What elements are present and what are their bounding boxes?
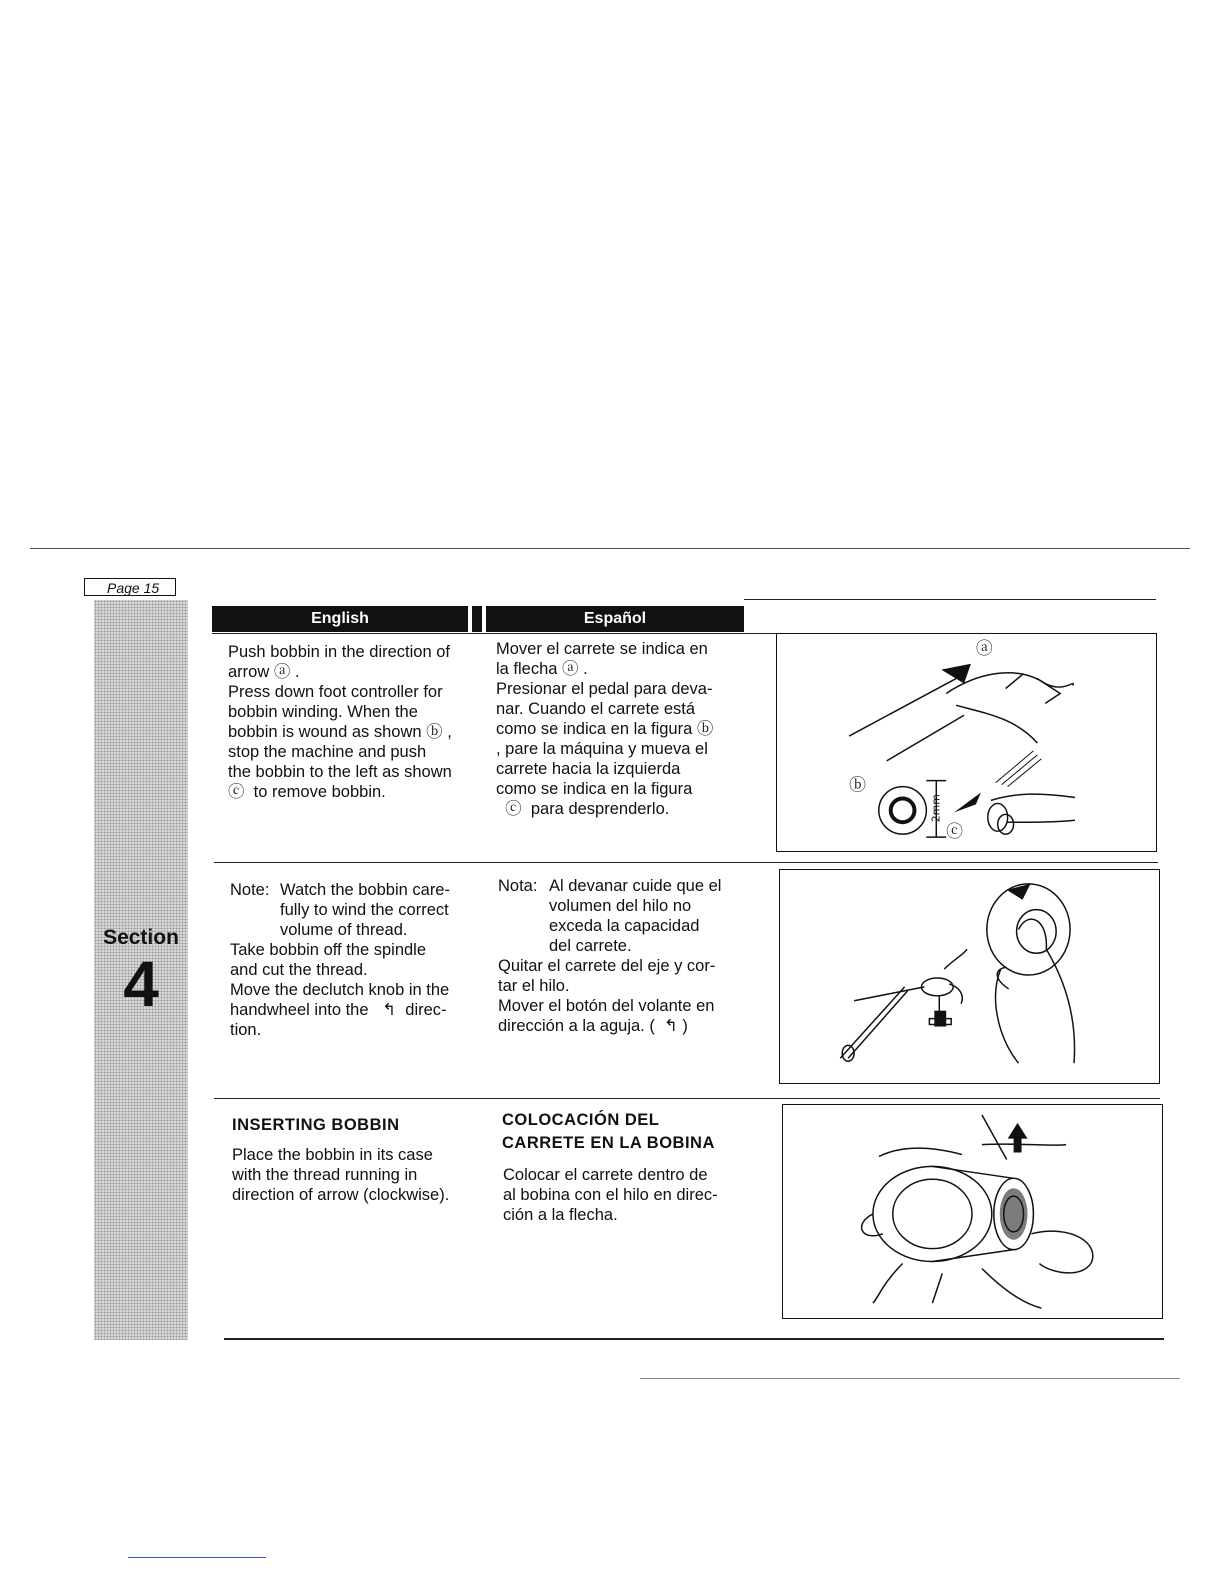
block2-spanish-note-text: Al devanar cuide que el volumen del hilo no exceda la capacidad del carrete. [549, 877, 722, 955]
header-top-rule [744, 599, 1156, 600]
figure-bobbin-winding [776, 633, 1157, 852]
arrow-c-icon [954, 793, 981, 813]
block3-spanish-heading: COLOCACIÓN DEL CARRETE EN LA BOBINA [502, 1111, 715, 1152]
rotation-arrow-icon [1007, 884, 1031, 900]
bottom-divider [224, 1338, 1164, 1340]
bobbin-winding-illustration [777, 634, 1156, 851]
page-label: Page 15 [84, 578, 176, 596]
figure-inserting-bobbin [782, 1104, 1163, 1319]
section-number: 4 [123, 948, 159, 1020]
block3-english-heading: INSERTING BOBBIN [232, 1116, 400, 1134]
block3-english-text: Place the bobbin in its case with the thread running in direction of arrow (clockwise). [232, 1146, 450, 1204]
spanish-header: Español [486, 606, 744, 632]
header-separator [472, 606, 482, 632]
figure-label-a: ⓐ [975, 637, 993, 658]
figure-cut-thread [779, 869, 1160, 1084]
bottom-link-line [128, 1557, 266, 1558]
inserting-bobbin-illustration [783, 1105, 1162, 1318]
block2-spanish-text: Quitar el carrete del eje y cor- tar el hilo. Mover el botón del volante en dirección a la aguja. ( ↰ ) [498, 957, 716, 1035]
block3-spanish-text: Colocar el carrete dentro de al bobina con el hilo en direc- ción a la flecha. [503, 1166, 718, 1224]
bobbin-thread-icon [1000, 1188, 1028, 1240]
up-arrow-icon [1008, 1123, 1028, 1153]
block1-english-text: Push bobbin in the direction of arrow ⓐ . Press down foot controller for bobbin winding. When the bobbin is wound as shown ⓑ , stop the machine and push the bobbin to the left as shown ⓒ to remove bobbin. [228, 643, 452, 801]
block2-english-note-label: Note: [230, 881, 270, 899]
figure-label-gap: 2mm [929, 794, 943, 823]
top-scan-line [30, 548, 1190, 549]
block1-spanish-text: Mover el carrete se indica en la flecha ⓐ . Presionar el pedal para deva- nar. Cuando el carrete está como se indica en la figura ⓑ , pare la máquina y mueva el carrete hacia la izquierda como se indica en la figura ⓒ para desprenderlo. [496, 640, 714, 818]
cut-thread-illustration [780, 870, 1159, 1083]
block1-divider [214, 862, 1158, 863]
section-word: Section [103, 926, 179, 949]
english-header: English [212, 606, 468, 632]
section-sidebar [94, 600, 188, 1340]
bottom-scan-line [640, 1378, 1180, 1379]
figure-label-c: ⓒ [946, 821, 964, 842]
arrow-a-icon [941, 664, 971, 684]
block2-divider [214, 1098, 1160, 1099]
block2-spanish-note-label: Nota: [498, 877, 538, 895]
figure-label-b: ⓑ [849, 774, 866, 795]
block2-english-note-text: Watch the bobbin care- fully to wind the correct volume of thread. [280, 881, 450, 939]
block2-english-text: Take bobbin off the spindle and cut the thread. Move the declutch knob in the handwheel into the ↰ direc- tion. [230, 941, 450, 1039]
spindle-icon [934, 1011, 946, 1027]
